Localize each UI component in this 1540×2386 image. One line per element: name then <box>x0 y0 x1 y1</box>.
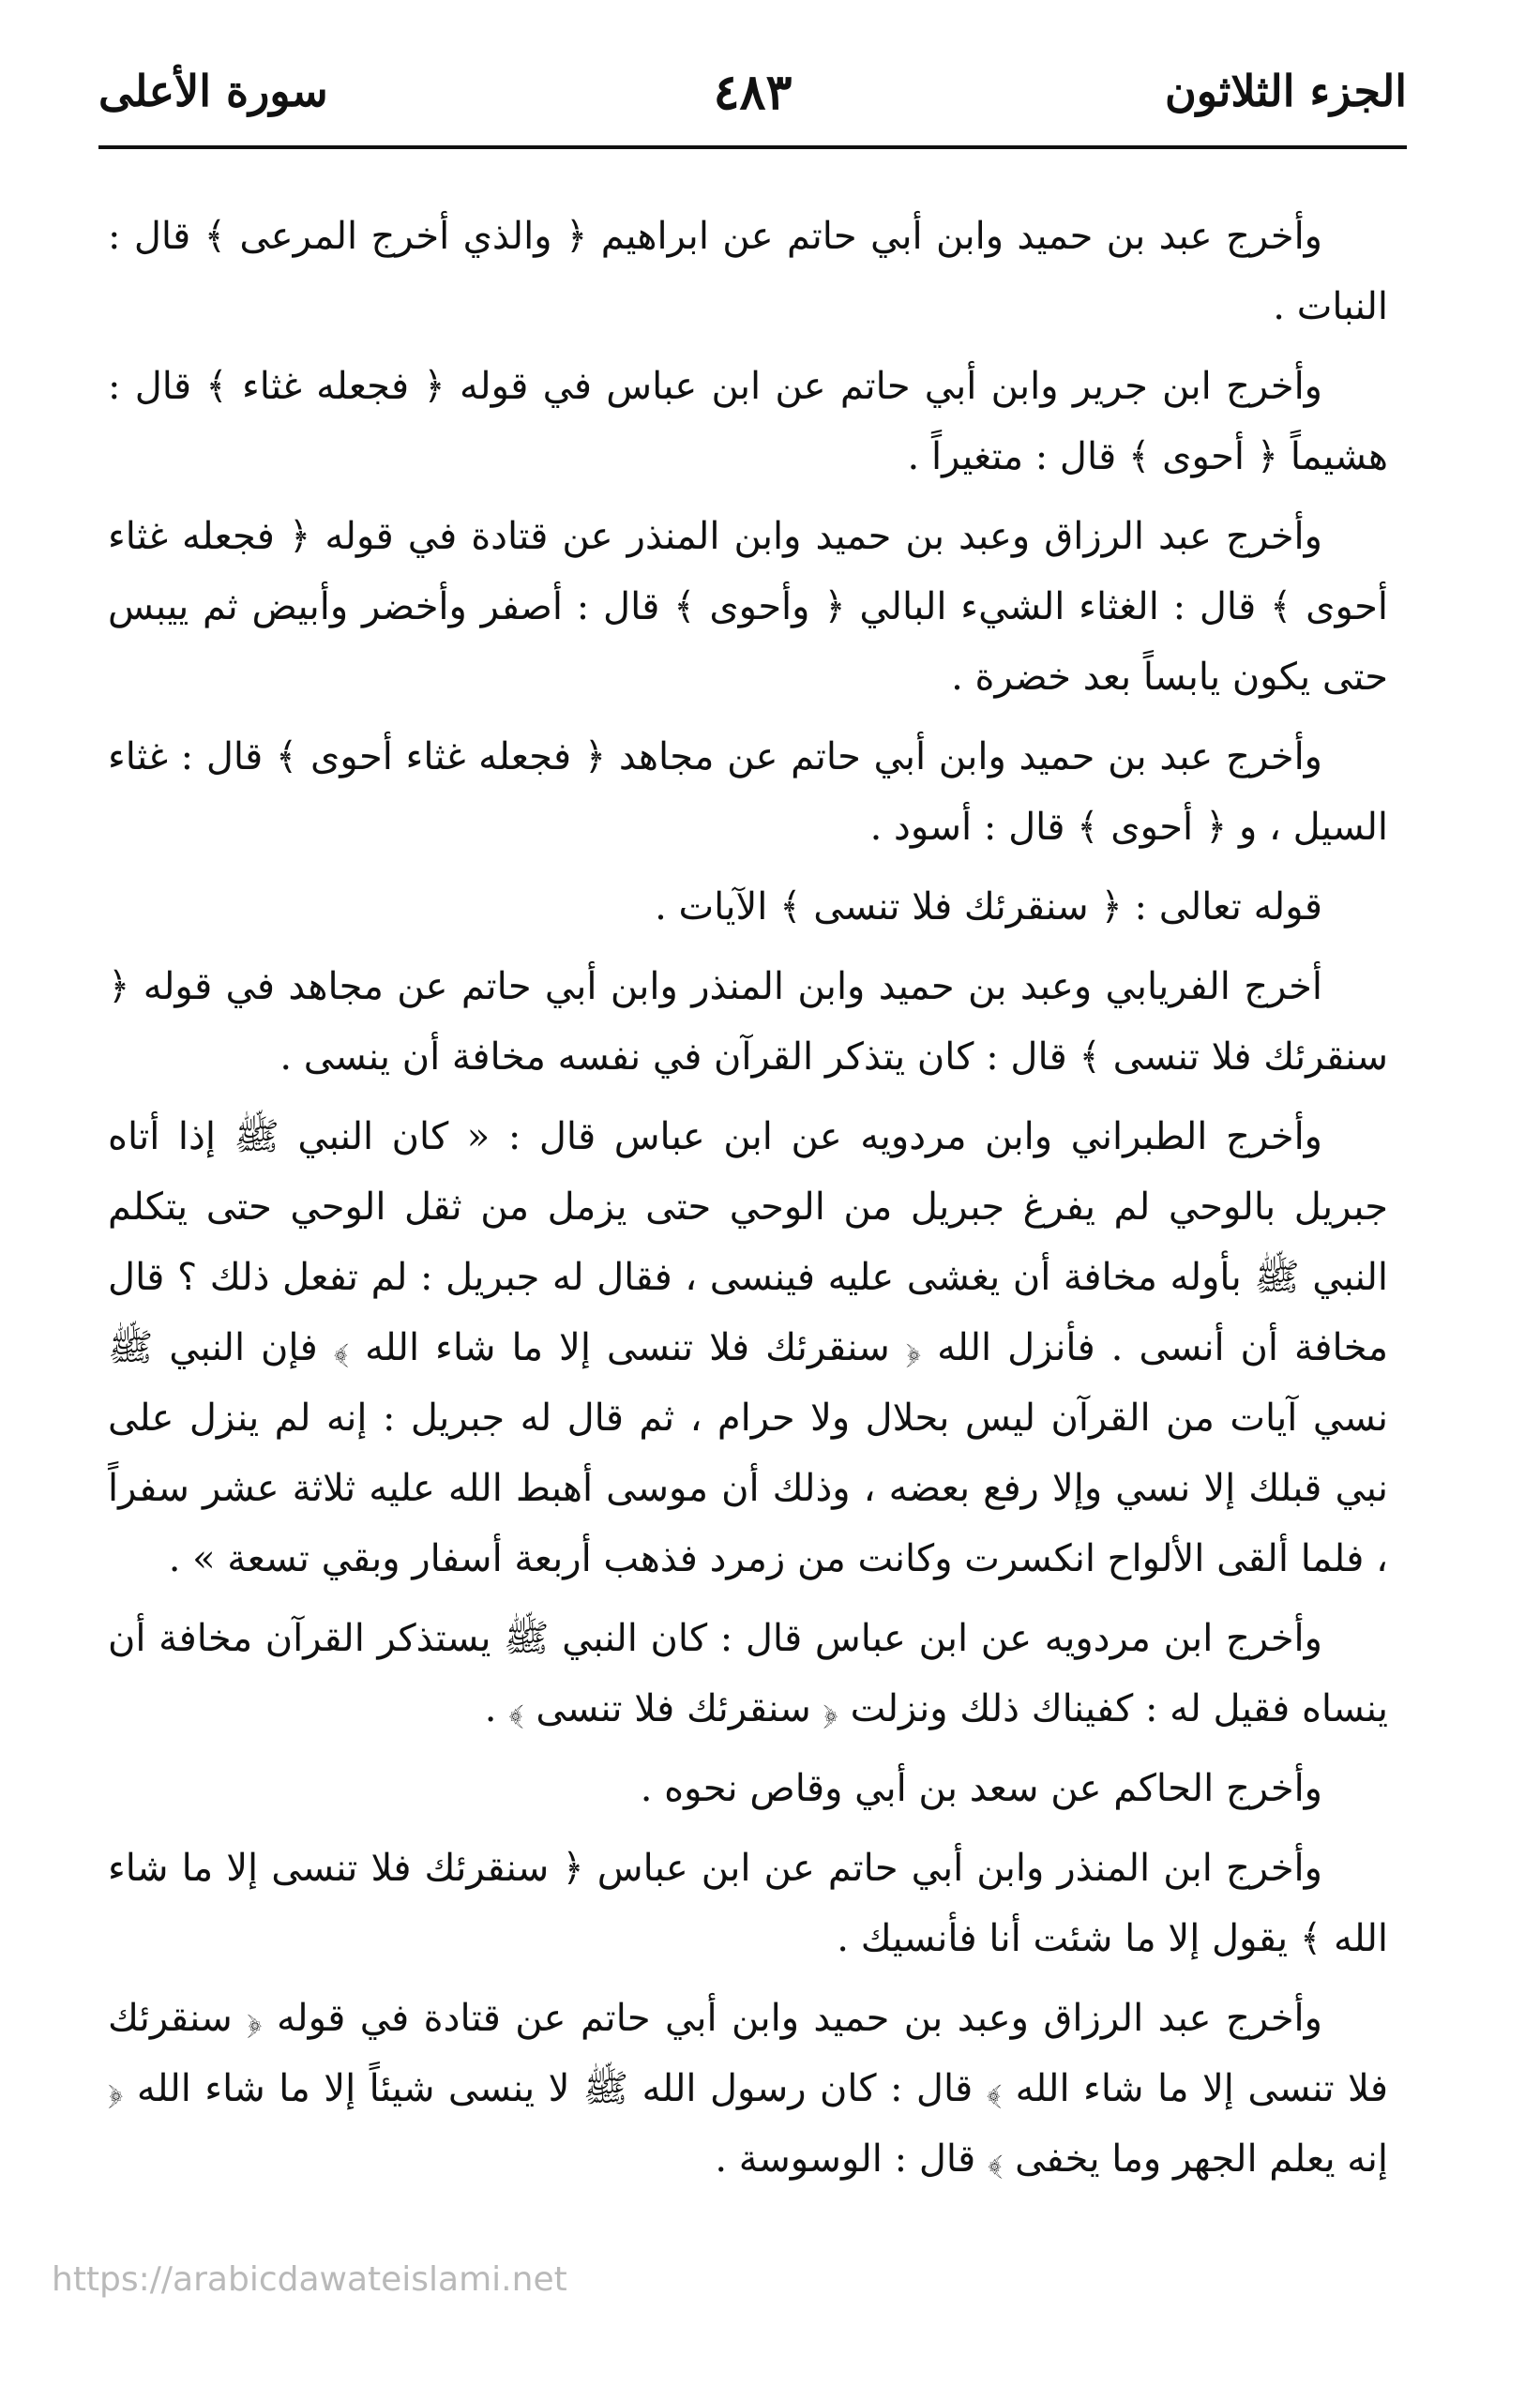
paragraph: وأخرج عبد بن حميد وابن أبي حاتم عن ابراهيم ﴿ والذي أخرج المرعى ﴾ قال : النبات . <box>108 215 1388 328</box>
paragraph: وأخرج عبد الرزاق وعبد بن حميد وابن المنذر عن قتادة في قوله ﴿ فجعله غثاء أحوى ﴾ قال : الغثاء الشيء البالي ﴿ وأحوى ﴾ قال : أصفر وأخضر وأبيض ثم ييبس حتى يكون يابساً بعد خضرة . <box>108 515 1388 699</box>
paragraph: قوله تعالى : ﴿ سنقرئك فلا تنسى ﴾ الآيات . <box>655 885 1322 929</box>
paragraph: أخرج الفريابي وعبد بن حميد وابن المنذر وابن أبي حاتم عن مجاهد في قوله ﴿ سنقرئك فلا تنسى ﴾ قال : كان يتذكر القرآن في نفسه مخافة أن ينسى . <box>108 965 1388 1079</box>
watermark-url: https://arabicdawateislami.net <box>52 2260 567 2299</box>
paragraph: وأخرج عبد الرزاق وعبد بن حميد وابن أبي حاتم عن قتادة في قوله ﴿ سنقرئك فلا تنسى إلا ما شاء الله ﴾ قال : كان رسول الله ﷺ لا ينسى شيئاً إلا ما شاء الله ﴿ إنه يعلم الجهر وما يخفى ﴾ قال : الوسوسة . <box>108 1997 1388 2181</box>
paragraph: وأخرج ابن مردويه عن ابن عباس قال : كان النبي ﷺ يستذكر القرآن مخافة أن ينساه فقيل له : كفيناك ذلك ونزلت ﴿ سنقرئك فلا تنسى ﴾ . <box>108 1617 1388 1730</box>
paragraph: وأخرج ابن المنذر وابن أبي حاتم عن ابن عباس ﴿ سنقرئك فلا تنسى إلا ما شاء الله ﴾ يقول إلا ما شئت أنا فأنسيك . <box>108 1847 1388 1960</box>
juz-title: الجزء الثلاثون <box>1165 66 1407 116</box>
paragraph: وأخرج عبد بن حميد وابن أبي حاتم عن مجاهد ﴿ فجعله غثاء أحوى ﴾ قال : غثاء السيل ، و ﴿ أحوى ﴾ قال : أسود . <box>108 735 1388 849</box>
page-number: ٤٨٣ <box>713 64 793 121</box>
header-rule <box>98 145 1407 149</box>
paragraph: وأخرج الحاكم عن سعد بن أبي وقاص نحوه . <box>640 1767 1322 1810</box>
paragraph: وأخرج الطبراني وابن مردويه عن ابن عباس قال : « كان النبي ﷺ إذا أتاه جبريل بالوحي لم يفرغ جبريل من الوحي حتى يزمل من ثقل الوحي حتى يتكلم النبي ﷺ بأوله مخافة أن يغشى عليه فينسى ، فقال له جبريل : لم تفعل ذلك ؟ قال مخافة أن أنسى . فأنزل الله ﴿ سنقرئك فلا تنسى إلا ما شاء الله ﴾ فإن النبي ﷺ نسي آيات من القرآن ليس بحلال ولا حرام ، ثم قال له جبريل : إنه لم ينزل على نبي قبلك إلا نسي وإلا رفع بعضه ، وذلك أن موسى أهبط الله عليه ثلاثة عشر سفراً ، فلما ألقى الألواح انكسرت وكانت من زمرد فذهب أربعة أسفار وبقي تسعة » . <box>108 1115 1388 1580</box>
paragraph: وأخرج ابن جرير وابن أبي حاتم عن ابن عباس في قوله ﴿ فجعله غثاء ﴾ قال : هشيماً ﴿ أحوى ﴾ قال : متغيراً . <box>108 365 1388 478</box>
main-text <box>108 202 1388 2195</box>
page-header <box>98 56 1407 141</box>
surah-title: سورة الأعلى <box>98 66 328 116</box>
